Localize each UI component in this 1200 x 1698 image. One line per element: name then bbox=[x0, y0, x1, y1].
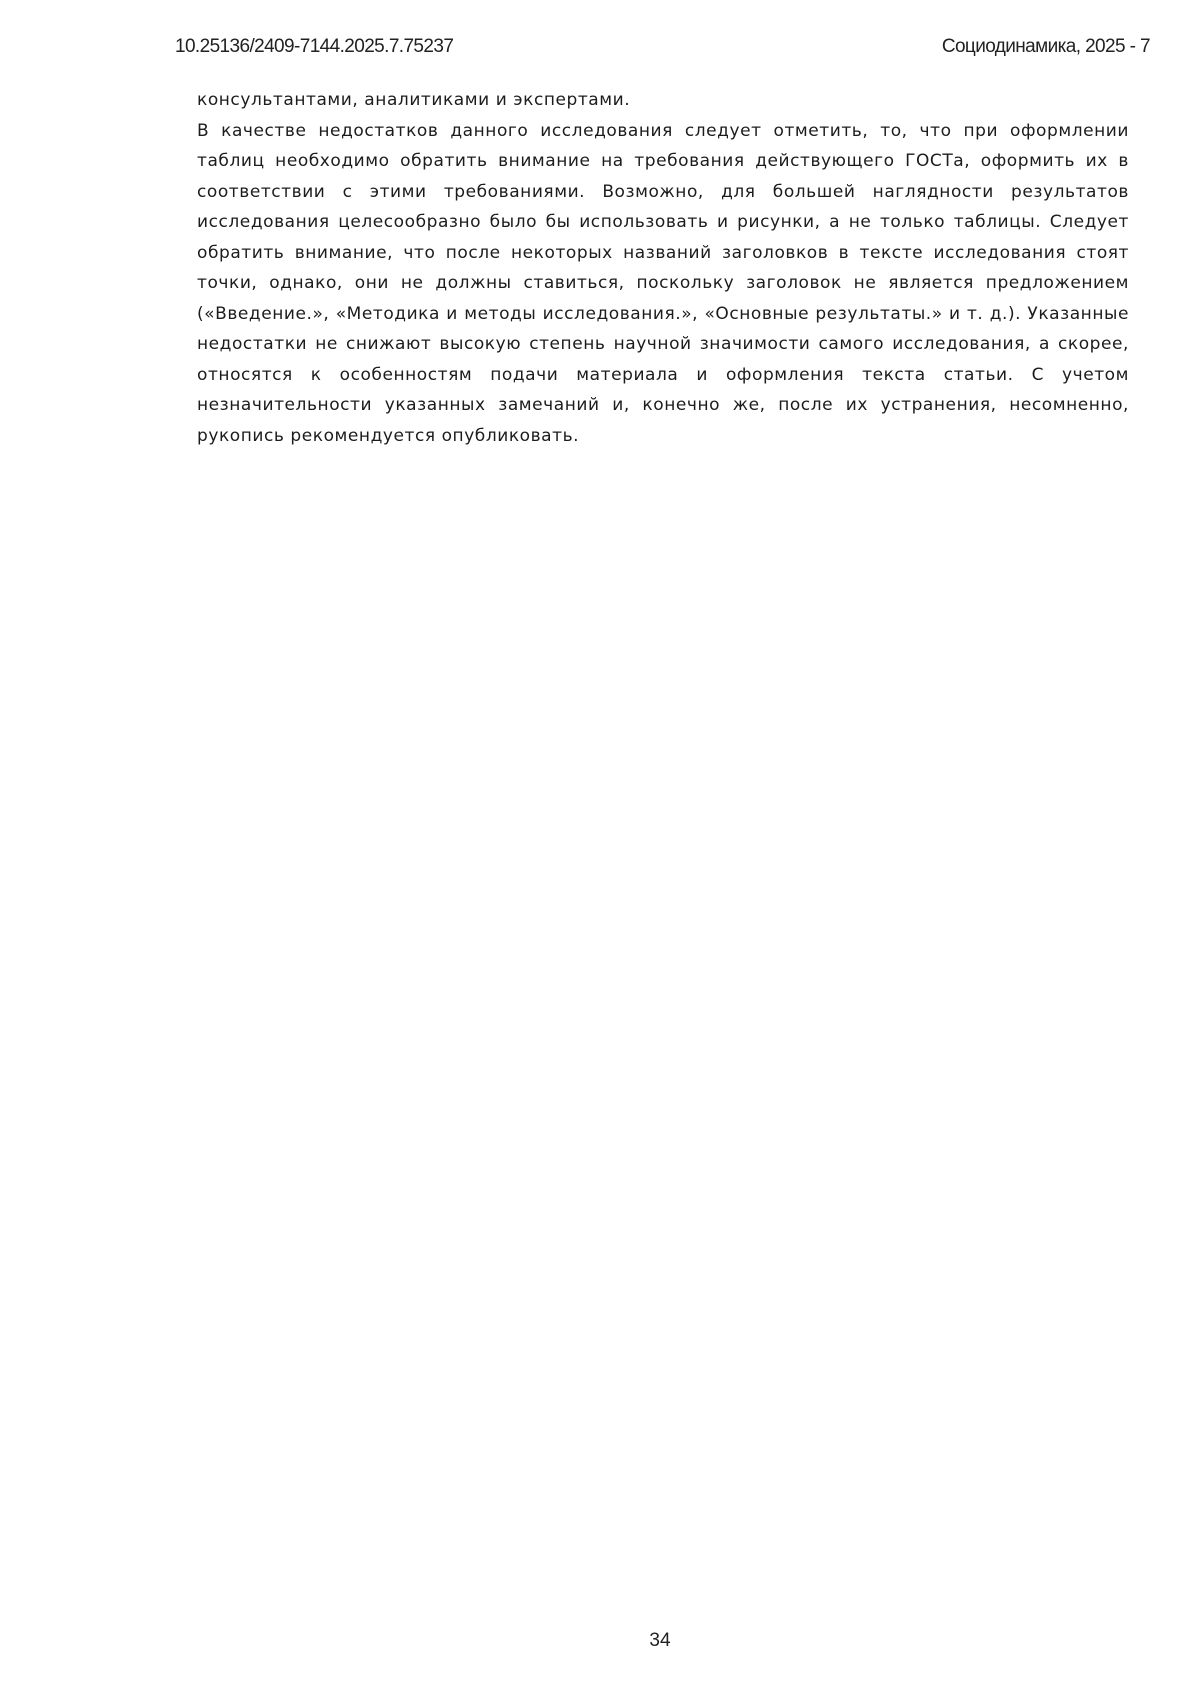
journal-issue-label: Социодинамика, 2025 - 7 bbox=[941, 36, 1150, 57]
page-number: 34 bbox=[649, 1630, 671, 1651]
running-header bbox=[175, 36, 1150, 62]
paragraph-continuation: консультантами, аналитиками и экспертами. bbox=[197, 90, 631, 110]
paragraph-review-conclusion: В качестве недостатков данного исследования следует отметить, то, что при оформлении таблиц необходимо обратить внимание на требования действующего ГОСТа, оформить их в соответствии с этими требованиями. Возможно, для большей наглядности результатов исследования целесообразно было бы использовать и рисунки, а не только таблицы. Следует обратить внимание, что после некоторых названий заголовков в тексте исследования стоят точки, однако, они не должны ставиться, поскольку заголовок не является предложением («Введение.», «Методика и методы исследования.», «Основные результаты.» и т. д.). Указанные недостатки не снижают высокую степень научной значимости самого исследования, а скорее, относятся к особенностям подачи материала и оформления текста статьи. С учетом незначительности указанных замечаний и, конечно же, после их устранения, несомненно, рукопись рекомендуется опубликовать. bbox=[197, 120, 1129, 446]
body-text bbox=[197, 85, 1129, 451]
doi-label: 10.25136/2409-7144.2025.7.75237 bbox=[175, 36, 454, 57]
